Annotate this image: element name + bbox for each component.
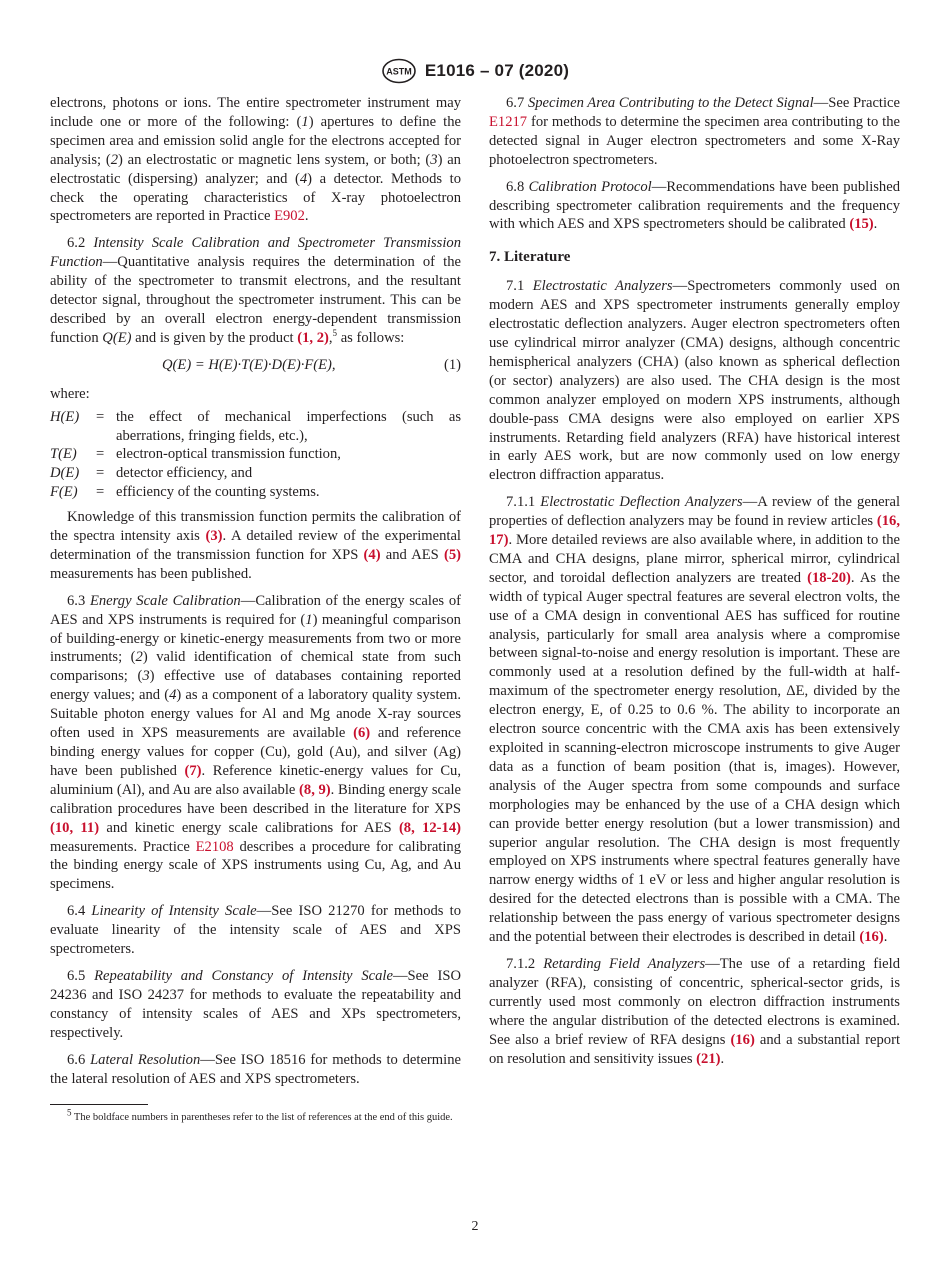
definition-list: H(E) = the effect of mechanical imperfections (such as aberrations, fringing fields, etc.), T(E) = electron-optical transmission function, D(E) = detector efficiency, and F(E) = efficiency of the counting systems. — [50, 408, 461, 501]
definition-symbol: D(E) — [50, 465, 80, 482]
definition-text: the effect of mechanical imperfections (such as aberrations, fringing fields, etc.), — [116, 408, 461, 444]
definition-symbol: T(E) — [50, 446, 77, 463]
section-7-heading: 7. Literature — [489, 249, 571, 266]
ref-link[interactable]: (8, 9) — [299, 781, 331, 798]
equation-formula: Q(E) = H(E)·T(E)·D(E)·F(E), — [162, 356, 336, 373]
link-e2108[interactable]: E2108 — [195, 838, 234, 855]
intro-paragraph: electrons, photons or ions. The entire spectrometer instrument may include one or more of the following: (1) apertures to define the specimen area and emission solid angle for the electrons accepted for analysis; (2) an electrostatic or magnetic lens system, or both; (3) an electrostatic (dispersing) analyzer; and (4) a detector. Methods to check the operating characteristics of X-ray photoelectron spectrometers are reported in Practice E902. — [50, 95, 461, 225]
page-number: 2 — [471, 1219, 479, 1234]
ref-link[interactable]: (16) — [859, 929, 884, 946]
footnote-divider — [50, 1104, 148, 1105]
footnote-marker[interactable]: 5 — [332, 328, 338, 339]
ref-link[interactable]: (3) — [205, 528, 223, 545]
section-6-7-title: Specimen Area Contributing to the Detect Signal — [527, 95, 814, 111]
definition-symbol: F(E) — [50, 484, 78, 501]
section-6-4: 6.4 Linearity of Intensity Scale—See ISO 21270 for methods to evaluate linearity of the intensity scale of AES and XPS spectrometers. — [50, 903, 461, 958]
ref-link[interactable]: (10, 11) — [50, 819, 100, 836]
ref-link[interactable]: (1, 2) — [297, 329, 329, 346]
where-label: where: — [50, 385, 90, 402]
definition-text: electron-optical transmission function, — [116, 446, 341, 463]
section-6-6: 6.6 Lateral Resolution—See ISO 18516 for methods to determine the lateral resolution of AES and XPS spectrometers. — [50, 1051, 461, 1087]
right-column — [489, 94, 900, 1076]
ref-link[interactable]: (21) — [696, 1050, 721, 1067]
ref-link[interactable]: (16) — [730, 1031, 755, 1048]
page-header — [0, 56, 950, 86]
section-7-1-2-title: Retarding Field Analyzers — [543, 955, 706, 972]
equation-number: (1) — [443, 356, 461, 373]
definition-text: efficiency of the counting systems. — [116, 484, 320, 501]
section-6-7: 6.7 Specimen Area Contributing to the Detect Signal—See Practice E1217 for methods to determine the specimen area contributing to the detected signal in Auger electron spectrometers and some X-Ray photoelectron spectrometers. — [489, 95, 900, 168]
section-6-3: 6.3 Energy Scale Calibration—Calibration of the energy scales of AES and XPS instruments is required for (1) meaningful comparison of building-energy or kinetic-energy measurements from two or more instruments; (2) valid identification of chemical state from such comparisons; (3) effective use of databases containing reported energy values; and (4) as a component of a laboratory quality system. Suitable photon energy values for Al and Mg anode X-ray sources often used in XPS measurements are available (6) and reference binding energy values for copper (Cu), gold (Au), and silver (Ag) have been published (7). Reference kinetic-energy values for Cu, aluminium (Al), and Au are also available (8, 9). Binding energy scale calibration procedures have been described in the literature for XPS (10, 11) and kinetic energy scale calibrations for AES (8, 12-14) measurements. Practice E2108 describes a procedure for calibrating the binding energy scale of XPS instruments using Cu, Ag, and Au specimens. — [50, 592, 462, 893]
ref-link[interactable]: (6) — [353, 725, 371, 742]
section-7-1: 7.1 Electrostatic Analyzers—Spectrometers commonly used on modern AES and XPS spectrometer instruments generally employ electrostatic deflection analyzers. Auger electron spectrometers often use cylindrical mirror analyzer (CMA) designs, although concentric hemispherical analyzers (CHA) (also known as spherical deflection (or sector) analyzers) are also used. The CHA design is the most common analyzer employed on modern XPS instruments, although double-pass CMA designs were also employed on earlier XPS instruments. Retarding field analyzers (RFA) have historical interest in early AES work, but are now commonly used on low energy electron diffraction apparatus. — [489, 278, 900, 484]
ref-link[interactable]: (18-20) — [807, 569, 851, 586]
footnote: $^5$ The boldface numbers in parentheses refer to the list of references at the end of this guide. — [67, 1107, 453, 1124]
equation-1 — [50, 356, 461, 375]
section-6-8: 6.8 Calibration Protocol—Recommendations have been published describing spectrometer calibration requirements and the frequency with which AES and XPS spectrometers should be calibrated (15). — [489, 178, 900, 233]
definition-symbol: H(E) — [50, 408, 80, 425]
section-6-5: 6.5 Repeatability and Constancy of Intensity Scale—See ISO 24236 and ISO 24237 for methods to evaluate the repeatability and constancy of intensity scales of AES and XPs spectrometers, respectively. — [50, 967, 461, 1041]
ref-link[interactable]: (15) — [849, 216, 874, 233]
section-6-2: 6.2 Intensity Scale Calibration and Spectrometer Transmission Function—Quantitative analysis requires the determination of the ability of the spectrometer to transmit electrons, and the resultant detector signal, throughout the spectrometer instrument. This can be described by an overall electron energy-dependent transmission function Q(E) and is given by the product (1, 2),$^5$ as follows: — [50, 235, 461, 346]
document-id: E1016 – 07 (2020) — [424, 61, 570, 80]
section-7-1-title: Electrostatic Analyzers — [532, 278, 673, 295]
section-6-8-title: Calibration Protocol — [528, 178, 652, 195]
section-6-6-title: Lateral Resolution — [90, 1051, 201, 1068]
section-7-1-2: 7.1.2 Retarding Field Analyzers—The use of a retarding field analyzer (RFA), consisting of concentric, spherical-sector grids, is currently used most commonly on electron diffraction instruments where the angular distribution of the detected electrons is examined. See also a brief review of RFA designs (16) and a substantial report on resolution and sensitivity issues (21). — [489, 955, 901, 1067]
section-6-5-title: Repeatability and Constancy of Intensity Scale — [94, 967, 393, 984]
section-6-3-title: Energy Scale Calibration — [89, 592, 241, 609]
section-6-4-title: Linearity of Intensity Scale — [91, 903, 257, 920]
astm-logo-icon — [381, 58, 417, 84]
section-7-1-1: 7.1.1 Electrostatic Deflection Analyzers—A review of the general properties of deflection analyzers may be found in review articles (16, 17). More detailed reviews are also available where, in addition to the CMA and CHA designs, plane mirror, spherical mirror, cylindrical sector, and toroidal deflection analyzers are treated (18-20). As the width of typical Auger spectral features are several electron volts, the use of a CMA design in conventional AES has sufficed for routine analysis, particularly for small area analysis where a compromise between signal-to-noise and energy resolution is important. These are commonly used at a resolution defined by the full-width at half-maximum of the spectrometer energy resolution, ΔE, divided by the electron energy, E, of 0.25 to 0.6 %. The ability to incorporate an electron source concentric with the CMA axis has been extensively exploited in scanning-electron microscope instruments to give Auger data as a function of beam position (that is, images). However, analysis of the Auger spectra from some compounds and surface morphologies may be enhanced by the use of a CHA design which can provide better energy resolution (but a lower transmission) and superior angular resolution. The CHA design is most frequently employed on XPS instruments where spectral features generally have narrow energy widths of 1 eV or less and higher angular resolution is desired for the detected electrons than is possible with a CMA. The relationship between the pass energy of various spectrometer designs and the potential between their electrodes is described in detail (16). — [489, 494, 901, 946]
link-e1217[interactable]: E1217 — [489, 113, 528, 130]
knowledge-paragraph: Knowledge of this transmission function permits the calibration of the spectra intensity axis (3). A detailed review of the experimental determination of the transmission function for XPS (4) and AES (5) measurements has been published. — [50, 509, 462, 582]
link-e902[interactable]: E902 — [274, 208, 305, 225]
section-6-2-title: Intensity Scale Calibration and Spectrometer Transmission Function — [50, 235, 461, 271]
ref-link[interactable]: (5) — [443, 546, 462, 563]
ref-link[interactable]: (4) — [363, 546, 381, 563]
section-7-1-1-title: Electrostatic Deflection Analyzers — [540, 494, 743, 511]
definition-text: detector efficiency, and — [116, 465, 253, 482]
logo-text: ASTM — [386, 66, 412, 77]
ref-link[interactable]: (16, 17) — [489, 513, 900, 549]
left-column — [50, 94, 461, 1125]
ref-link[interactable]: (8, 12-14) — [398, 819, 461, 836]
ref-link[interactable]: (7) — [184, 762, 202, 779]
